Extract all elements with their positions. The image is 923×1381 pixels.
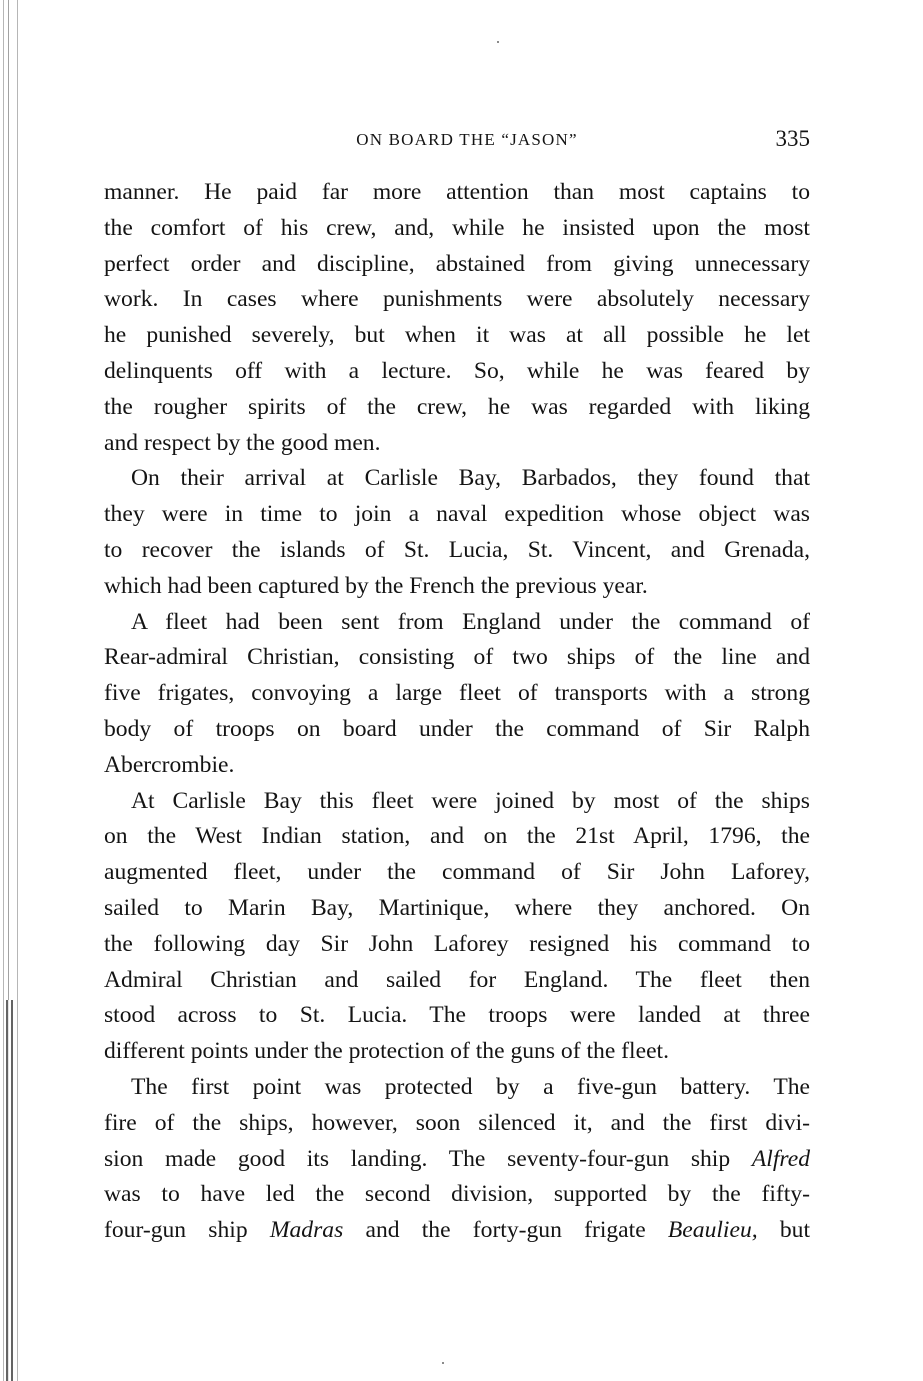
- text-line-paragraph-start: On their arrival at Carlisle Bay, Barbados, they found that: [131, 465, 810, 492]
- text-line: augmented fleet, under the command of Sir John Laforey,: [104, 859, 810, 886]
- text-line-with-italic: [104, 1213, 810, 1249]
- text-line: the following day Sir John Laforey resigned his command to: [104, 930, 810, 957]
- text-line-paragraph-start: A fleet had been sent from England under the command of: [131, 608, 810, 635]
- text-line: manner. He paid far more attention than most captains to: [104, 179, 810, 205]
- running-head: [104, 126, 810, 160]
- text-segment: four-gun ship: [104, 1217, 248, 1244]
- text-line: they were in time to join a naval expedition whose object was: [104, 501, 810, 528]
- text-line: body of troops on board under the command of Sir Ralph: [104, 715, 810, 742]
- text-line-with-italic: [104, 1142, 810, 1178]
- text-line: work. In cases where punishments were absolutely necessary: [104, 286, 810, 313]
- text-line: to recover the islands of St. Lucia, St. Vincent, and Grenada,: [104, 536, 810, 563]
- stray-ink-mark: [497, 41, 499, 43]
- text-line: perfect order and discipline, abstained from giving unnecessary: [104, 250, 810, 277]
- ship-name-alfred: Alfred: [751, 1145, 810, 1172]
- text-line: he punished severely, but when it was at all possible he let: [104, 322, 810, 349]
- ship-name-madras: Madras: [269, 1217, 344, 1244]
- text-line-paragraph-end: different points under the protection of the guns of the fleet.: [104, 1038, 669, 1065]
- text-line-paragraph-end: which had been captured by the French the previous year.: [104, 572, 648, 599]
- text-line: five frigates, convoying a large fleet of transports with a strong: [104, 680, 810, 707]
- text-line-paragraph-end: Abercrombie.: [104, 751, 235, 778]
- text-line-paragraph-start: At Carlisle Bay this fleet were joined by most of the ships: [131, 787, 810, 814]
- text-segment: but: [779, 1217, 811, 1244]
- text-line: sailed to Marin Bay, Martinique, where they anchored. On: [104, 894, 810, 921]
- ship-name-beaulieu: Beaulieu,: [667, 1217, 758, 1244]
- text-line: was to have led the second division, supported by the fifty-: [104, 1181, 810, 1208]
- text-line: delinquents off with a lecture. So, while he was feared by: [104, 357, 810, 384]
- text-line: stood across to St. Lucia. The troops were landed at three: [104, 1002, 810, 1029]
- text-line: the comfort of his crew, and, while he insisted upon the most: [104, 214, 810, 241]
- text-line: Rear-admiral Christian, consisting of two ships of the line and: [104, 644, 810, 671]
- text-line: on the West Indian station, and on the 21st April, 1796, the: [104, 823, 810, 850]
- text-line: Admiral Christian and sailed for England. The fleet then: [104, 966, 810, 993]
- body-text: [104, 175, 810, 1249]
- text-line: the rougher spirits of the crew, he was regarded with liking: [104, 393, 810, 420]
- text-line: fire of the ships, however, soon silenced it, and the first divi-: [104, 1109, 810, 1136]
- stray-ink-mark-bottom: [442, 1362, 444, 1364]
- text-segment: sion made good its landing. The seventy-four-gun ship: [104, 1145, 731, 1172]
- text-line-paragraph-start: The first point was protected by a five-gun battery. The: [131, 1073, 810, 1100]
- text-line-paragraph-end: and respect by the good men.: [104, 429, 381, 456]
- text-segment: and the forty-gun frigate: [365, 1217, 646, 1244]
- binding-edge-shadow: [6, 1000, 16, 1381]
- page-number: 335: [775, 126, 810, 151]
- running-title: ON BOARD THE “JASON”: [356, 130, 578, 149]
